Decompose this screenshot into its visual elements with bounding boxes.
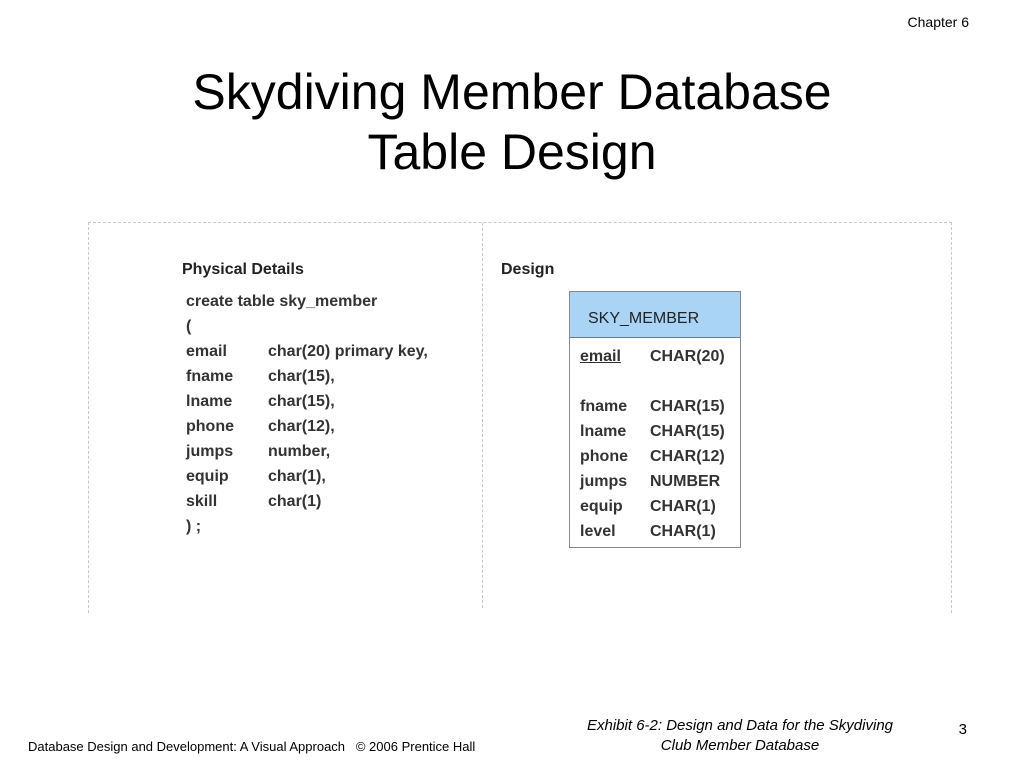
sql-line	[186, 314, 428, 339]
sql-line	[186, 464, 428, 489]
caption-line-1: Exhibit 6-2: Design and Data for the Skydiving	[587, 717, 893, 734]
sql-text: create table sky_member	[186, 293, 378, 310]
sql-line	[186, 414, 428, 439]
design-heading: Design	[501, 261, 555, 278]
field-name: lname	[580, 423, 627, 440]
sql-column-type: char(20) primary key,	[268, 343, 428, 360]
sql-create-statement	[186, 289, 428, 539]
caption-line-2: Club Member Database	[660, 737, 820, 754]
slide-title	[0, 62, 1024, 182]
sql-line	[186, 364, 428, 389]
primary-key-row	[580, 348, 725, 366]
field-type: CHAR(15)	[650, 398, 725, 415]
sql-line	[186, 439, 428, 464]
slide-title-line-1: Skydiving Member Database	[192, 64, 832, 120]
sql-text: ) ;	[186, 518, 202, 535]
sql-column-type: char(12),	[268, 418, 335, 435]
field-row	[580, 473, 720, 491]
field-row	[580, 498, 716, 516]
sql-line	[186, 289, 428, 314]
sql-line	[186, 389, 428, 414]
field-type: CHAR(1)	[650, 523, 716, 540]
sql-column-type: char(1)	[268, 493, 322, 510]
sql-line	[186, 514, 428, 539]
physical-details-heading: Physical Details	[182, 261, 304, 278]
sql-column-name: skill	[186, 493, 218, 510]
field-name: equip	[580, 498, 623, 515]
sql-column-type: char(1),	[268, 468, 326, 485]
sql-line	[186, 489, 428, 514]
field-type: CHAR(1)	[650, 498, 716, 515]
field-type: CHAR(20)	[650, 348, 725, 365]
sql-column-name: equip	[186, 468, 229, 485]
sql-column-name: phone	[186, 418, 234, 435]
sql-column-name: jumps	[186, 443, 234, 460]
sql-column-name: email	[186, 343, 227, 360]
sql-column-name: fname	[186, 368, 234, 385]
entity-box-sky-member	[569, 291, 741, 548]
sql-column-type: char(15),	[268, 368, 335, 385]
entity-name: SKY_MEMBER	[570, 292, 740, 338]
sql-line	[186, 339, 428, 364]
field-row	[580, 398, 725, 416]
figure-divider	[482, 223, 483, 608]
exhibit-figure	[88, 222, 952, 613]
footer-text: Database Design and Development: A Visual Approach © 2006 Prentice Hall	[28, 739, 476, 754]
field-name: jumps	[580, 473, 628, 490]
sql-column-name: lname	[186, 393, 233, 410]
field-row	[580, 448, 725, 466]
sql-text: (	[186, 318, 192, 335]
exhibit-caption	[548, 716, 932, 756]
sql-column-type: number,	[268, 443, 331, 460]
field-row	[580, 423, 725, 441]
field-type: NUMBER	[650, 473, 721, 490]
field-type: CHAR(15)	[650, 423, 725, 440]
slide-title-line-2: Table Design	[367, 124, 657, 180]
field-name: email	[580, 348, 621, 365]
sql-column-type: char(15),	[268, 393, 335, 410]
field-name: level	[580, 523, 616, 540]
field-name: fname	[580, 398, 628, 415]
field-type: CHAR(12)	[650, 448, 725, 465]
chapter-label: Chapter 6	[907, 14, 969, 30]
field-row	[580, 523, 716, 541]
page-number: 3	[958, 721, 967, 738]
field-name: phone	[580, 448, 628, 465]
